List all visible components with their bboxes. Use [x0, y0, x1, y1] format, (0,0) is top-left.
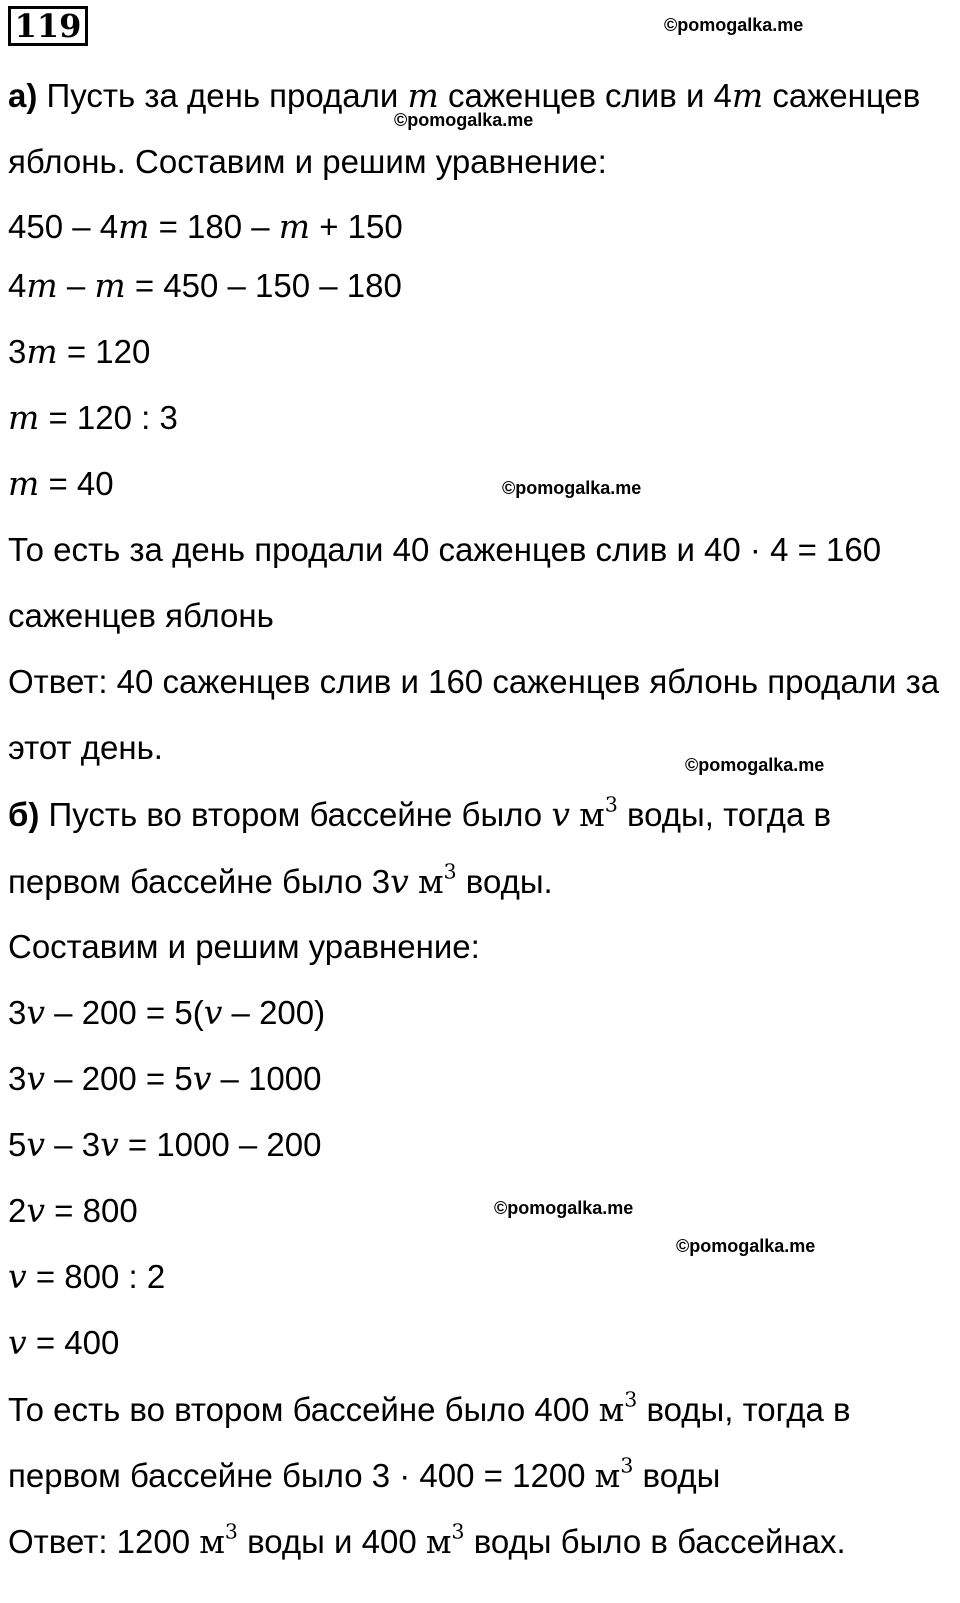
part-a-intro-line1: а) Пусть за день продали m саженцев слив и 4m саженцев	[8, 76, 921, 115]
watermark: ©pomogalka.me	[664, 15, 804, 35]
part-b-intro-line2: первом бассейне было 3v $м^3$ воды.	[8, 859, 553, 901]
part-a-equation-1: 450 – 4m = 180 – m + 150	[8, 207, 403, 246]
part-b-equation-2: 3v – 200 = 5v – 1000	[8, 1059, 322, 1098]
part-b-equation-6: v = 400	[8, 1323, 120, 1362]
watermark: ©pomogalka.me	[394, 110, 534, 130]
part-a-result-line2: саженцев яблонь	[8, 597, 274, 634]
part-a-intro-line2: яблонь. Составим и решим уравнение:	[8, 143, 607, 180]
part-a-equation-4: m = 120 : 3	[8, 398, 178, 437]
part-b-intro-line3: Составим и решим уравнение:	[8, 928, 480, 965]
part-b-equation-5: v = 800 : 2	[8, 1257, 166, 1296]
part-a-answer-line1: Ответ: 40 саженцев слив и 160 саженцев яблонь продали за	[8, 663, 940, 700]
part-a-result-line1: То есть за день продали 40 саженцев слив и 40 · 4 = 160	[8, 531, 882, 568]
part-a-equation-5: m = 40	[8, 464, 114, 503]
part-b-intro-line1: б) Пусть во втором бассейне было v $м^3$ воды, тогда в	[8, 792, 832, 834]
watermark: ©pomogalka.me	[676, 1236, 816, 1256]
problem-number: 119	[8, 6, 88, 46]
part-a-equation-3: 3m = 120	[8, 332, 151, 371]
part-a-equation-2: 4m – m = 450 – 150 – 180	[8, 266, 402, 305]
part-b-result-line2: первом бассейне было 3 · 400 = 1200 $м^3$ воды	[8, 1453, 721, 1495]
part-b-answer: Ответ: 1200 $м^3$ воды и 400 $м^3$ воды было в бассейнах.	[8, 1519, 846, 1561]
part-b-equation-4: 2v = 800	[8, 1191, 138, 1230]
part-b-equation-1: 3v – 200 = 5(v – 200)	[8, 993, 326, 1032]
watermark: ©pomogalka.me	[494, 1198, 634, 1218]
part-b-result-line1: То есть во втором бассейне было 400 $м^3$ воды, тогда в	[8, 1387, 851, 1429]
part-a-answer-line2: этот день.	[8, 729, 163, 766]
watermark: ©pomogalka.me	[685, 755, 825, 775]
watermark: ©pomogalka.me	[502, 478, 642, 498]
part-b-equation-3: 5v – 3v = 1000 – 200	[8, 1125, 322, 1164]
